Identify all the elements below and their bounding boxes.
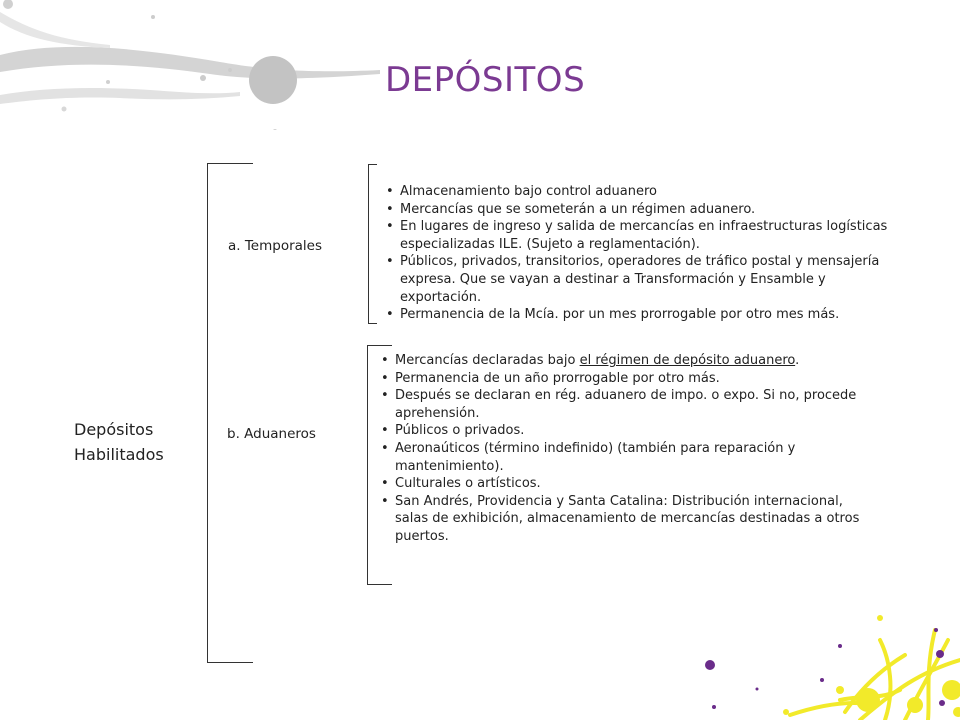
gray-splash-decoration: [0, 0, 380, 130]
list-item: • Permanencia de la Mcía. por un mes prorrogable por otro mes más.: [385, 306, 910, 324]
list-item: • Públicos o privados.: [380, 422, 880, 440]
list-item-prefix: Mercancías declaradas bajo: [395, 353, 580, 368]
list-item: • En lugares de ingreso y salida de mercancías en infraestructuras logísticas especializadas ILE. (Sujeto a reglamentación).: [385, 218, 910, 253]
list-item: [380, 352, 880, 370]
page-title: DEPÓSITOS: [385, 60, 586, 100]
main-label-line2: Habilitados: [74, 445, 164, 464]
aduaneros-list: [380, 352, 880, 546]
list-item: • Mercancías que se someterán a un régimen aduanero.: [385, 201, 910, 219]
list-item: • Permanencia de un año prorrogable por otro más.: [380, 370, 880, 388]
temporales-bracket: [368, 164, 377, 324]
category-aduaneros: b. Aduaneros: [227, 426, 316, 442]
category-temporales: a. Temporales: [228, 238, 323, 254]
list-item: • San Andrés, Providencia y Santa Catalina: Distribución internacional, salas de exhibición, almacenamiento de mercancías destinadas a otros puertos.: [380, 493, 880, 546]
list-item-underlined: el régimen de depósito aduanero: [579, 353, 796, 368]
list-item: • Almacenamiento bajo control aduanero: [385, 183, 910, 201]
main-label-line1: Depósitos: [74, 420, 154, 439]
list-item: • Después se declaran en rég. aduanero de impo. o expo. Si no, procede aprehensión.: [380, 387, 880, 422]
list-item-suffix: .: [795, 353, 800, 368]
temporales-list: [385, 183, 910, 324]
list-item: • Públicos, privados, transitorios, operadores de tráfico postal y mensajería expresa. Que se vayan a destinar a Transformación y Ensamble y exportación.: [385, 253, 910, 306]
main-category-label: [74, 417, 164, 467]
list-item: • Aeronaúticos (término indefinido) (también para reparación y mantenimiento).: [380, 440, 880, 475]
list-item: • Culturales o artísticos.: [380, 475, 880, 493]
